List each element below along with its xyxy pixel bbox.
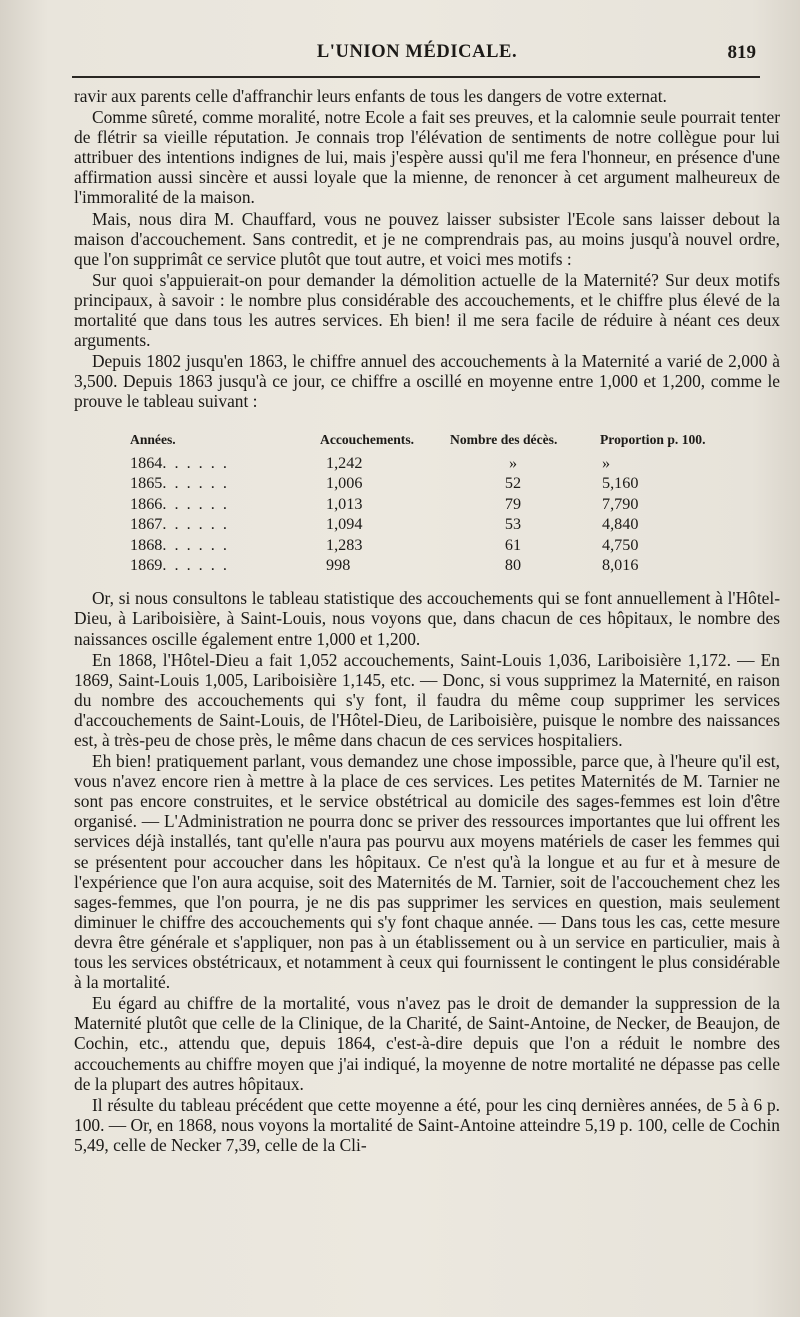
header-births: Accouchements. <box>320 431 415 447</box>
dot-leader: . . . . . . <box>162 555 229 574</box>
row-births: 1,006 <box>326 474 363 493</box>
table-header-row <box>130 430 742 453</box>
maternity-statistics-table <box>130 430 742 576</box>
page-header <box>72 40 762 70</box>
header-proportion: Proportion p. 100. <box>600 431 706 447</box>
row-proportion: » <box>602 453 611 472</box>
row-births: 1,242 <box>326 453 363 472</box>
article-body <box>74 86 780 1155</box>
header-years: Années. <box>130 431 176 447</box>
row-year: 1868 <box>130 535 163 554</box>
paragraph-7: En 1868, l'Hôtel-Dieu a fait 1,052 accouchements, Saint-Louis 1,036, Lariboisière 1,172. — En 1869, Saint-Louis 1,005, Lariboisière 1,145, etc. — Donc, si vous supprimez la Maternité, en raison du nombre des accouchements qui s'y font, il faudra du même coup supprimer les services d'accouchements de Saint-Louis, de l'Hôtel-Dieu, de Lariboisière, puisque le nombre des naissances est, à très-peu de chose près, le même dans chacun de ces services hospitaliers. <box>74 649 780 750</box>
row-deaths: » <box>508 453 518 472</box>
table-row <box>130 453 742 473</box>
row-proportion: 4,840 <box>602 515 639 534</box>
row-deaths: 80 <box>504 555 522 574</box>
row-year: 1866 <box>130 494 163 513</box>
dot-leader: . . . . . . <box>162 474 229 493</box>
row-deaths: 61 <box>504 535 522 554</box>
row-proportion: 7,790 <box>602 494 639 513</box>
header-deaths: Nombre des décès. <box>450 431 558 447</box>
row-year: 1864 <box>130 453 163 472</box>
row-deaths: 53 <box>504 515 522 534</box>
paragraph-9: Eu égard au chiffre de la mortalité, vous n'avez pas le droit de demander la suppression de la Maternité plutôt que celle de la Clinique, de la Charité, de Saint-Antoine, de Necker, de Beaujon, de Cochin, etc., attendu que, depuis 1864, c'est-à-dire depuis que l'on a réduit le nombre des accouchements au chiffre moyen que j'ai indiqué, la moyenne de notre mortalité ne dépasse pas celle de la plupart des autres hôpitaux. <box>74 993 780 1094</box>
paragraph-1: ravir aux parents celle d'affranchir leurs enfants de tous les dangers de votre externat. <box>74 86 667 106</box>
row-year: 1869 <box>130 555 163 574</box>
dot-leader: . . . . . . <box>162 535 229 554</box>
row-proportion: 5,160 <box>602 474 639 493</box>
row-deaths: 52 <box>504 474 522 493</box>
paragraph-4: Sur quoi s'appuierait-on pour demander la démolition actuelle de la Maternité? Sur deux motifs principaux, à savoir : le nombre plus considérable des accouchements, et le chiffre plus élevé de la mortalité que dans tous les autres services. Eh bien! il me sera facile de réduire à néant ces deux arguments. <box>74 269 780 351</box>
table-row <box>130 514 742 534</box>
row-births: 1,283 <box>326 535 363 554</box>
row-births: 998 <box>326 555 351 574</box>
running-title: L'UNION MÉDICALE. <box>316 42 518 62</box>
table-row <box>130 494 742 514</box>
paragraph-8: Eh bien! pratiquement parlant, vous demandez une chose impossible, parce que, à l'heure qu'il est, vous n'avez encore rien à mettre à la place de ces services. Les petites Maternités de M. Tarnier ne sont pas encore construites, et le service obstétrical au domicile des sages-femmes est loin d'être organisé. — L'Administration ne pourra donc se priver des ressources importantes que lui offrent les services déjà installés, tant qu'elle n'aura pas pourvu aux moyens matériels de caser les femmes qui se présentent pour accoucher dans les hôpitaux. Ce n'est qu'à la longue et au fur et à mesure de l'expérience que l'on aura acquise, soit des Maternités de M. Tarnier, soit de l'accouchement chez les sages-femmes, que l'on pourra, je ne dis pas supprimer les services en question, mais seulement diminuer le chiffre des accouchements qui s'y font chaque année. — Dans tous les cas, cette mesure devra être générale et s'appliquer, non pas à un établissement ou à un service en particulier, mais à tous les services obstétricaux, et notamment à ceux qui fournissent le contingent le plus considérable à la mortalité. <box>74 751 780 993</box>
row-year: 1867 <box>130 515 163 534</box>
row-deaths: 79 <box>504 494 522 513</box>
dot-leader: . . . . . . <box>162 515 229 534</box>
row-births: 1,013 <box>326 494 363 513</box>
paragraph-2: Comme sûreté, comme moralité, notre Ecole a fait ses preuves, et la calomnie seule pourrait tenter de flétrir sa vieille réputation. Je connais trop l'élévation de sentiments de notre collègue pour lui attribuer des intentions indignes de lui, mais j'espère aussi qu'il me fera l'honneur, en présence d'une affirmation aussi sincère et aussi loyale que la mienne, de renoncer à cet argument malheureux de l'immoralité de la maison. <box>74 107 780 208</box>
dot-leader: . . . . . . <box>162 494 229 513</box>
row-proportion: 8,016 <box>602 555 639 574</box>
row-year: 1865 <box>130 474 163 493</box>
dot-leader: . . . . . . <box>162 453 229 472</box>
table-row <box>130 473 742 493</box>
table-row <box>130 555 742 575</box>
table-row <box>130 535 742 555</box>
paragraph-6: Or, si nous consultons le tableau statistique des accouchements qui se font annuellement à l'Hôtel-Dieu, à Lariboisière, à Saint-Louis, nous voyons que, dans chacun de ces hôpitaux, le nombre des naissances oscille également entre 1,000 et 1,200. <box>74 588 780 649</box>
paragraph-5: Depuis 1802 jusqu'en 1863, le chiffre annuel des accouchements à la Maternité a varié de 2,000 à 3,500. Depuis 1863 jusqu'à ce jour, ce chiffre a oscillé en moyenne entre 1,000 et 1,200, comme le prouve le tableau suivant : <box>74 351 780 412</box>
paragraph-10: Il résulte du tableau précédent que cette moyenne a été, pour les cinq dernières années, de 5 à 6 p. 100. — Or, en 1868, nous voyons la mortalité de Saint-Antoine atteindre 5,19 p. 100, celle de Cochin 5,49, celle de Necker 7,39, celle de la Cli- <box>74 1094 780 1155</box>
row-proportion: 4,750 <box>602 535 639 554</box>
row-births: 1,094 <box>326 515 363 534</box>
page-number: 819 <box>727 42 756 63</box>
header-rule <box>72 76 760 78</box>
paragraph-3: Mais, nous dira M. Chauffard, vous ne pouvez laisser subsister l'Ecole sans laisser debout la maison d'accouchement. Sans contredit, et je ne comprendrais pas, au moins jusqu'à nouvel ordre, que l'on supprimât ce service plutôt que tout autre, et voici mes motifs : <box>74 208 780 269</box>
